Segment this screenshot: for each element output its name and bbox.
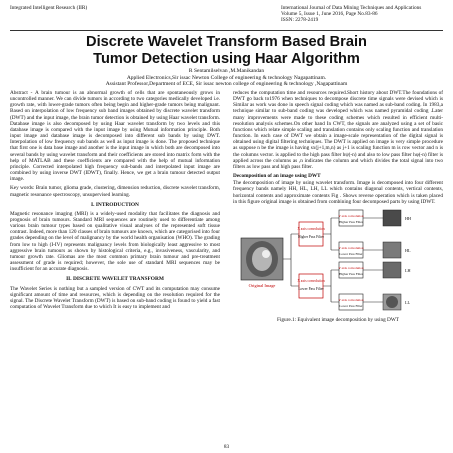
section-heading-dwt: II. DISCRETE WAVELET TRANSFORM <box>66 276 164 283</box>
subband-lh-label: LH <box>405 267 411 273</box>
dwt-paragraph: The Wavelet Series is nothing but a sampled version of CWT and its computation may consume significant amount of time and resources, which is depending on the resolution required for the signal. The Discrete Wavelet Transform (DWT) is based on sub-band coding is found to yield a fast computation of Wavelet Transform due to which It is easy to implement and <box>10 285 220 310</box>
left-column <box>10 90 220 313</box>
decomposition-paragraph: The decomposition of image by using wavelet transform. Image is decomposed into four different frequency bands namely HH, HL, LH, LL which contains diagonal contents, vertical contents, horizontal contents and approximate contents Fig . Shows reverse operation which is taken placed in this figure original image is obtained from combining four decomposed parts by using IDWT. <box>233 180 443 205</box>
y-axis-conv-label-4: Y axis convolution <box>338 297 364 302</box>
high-pass-label-3: Higher Pass Filter <box>339 271 363 276</box>
x-axis-conv-label-1: X axis convolution <box>297 226 325 231</box>
low-pass-label-3: Lower Pass Filter <box>339 303 363 308</box>
high-pass-label-2: Higher Pass Filter <box>339 219 363 224</box>
paper-title-line-1: Discrete Wavelet Transform Based Brain <box>86 34 367 50</box>
keywords: Key words: Brain tumor, glioma grade, clustering, dimension reduction, discrete wavelet transform, magnetic resonance spectroscopy, unsupervised learning. <box>10 185 220 198</box>
dwt-history-paragraph: reduces the computation time and resources required.Short history about DWT.The foundations of DWT go back to1976 when techniques to decompose discrete time signals were devised which is Similar as work was done in speech signal coding which was named as sub-band coding. In 1983,a technique similar to sub-band coding was developed which was named pyramidal coding .Later many improvements were made to these coding schemes which resulted in efficient multi-resolution analysis schemes.On other hand In CWT, the signals are analyzed using a set of basic functions which relate simple scaling and translation contains only scaling function and translation function. In each case of DWT we obtain a image-scale representation of the digital signal is obtained using digital filtering techniques. The DWT is applied on image is very simple procedure as suppose n be the image is having sx(j+1,m,n) as j+1 is scaling function m is row vector and n is the columns vector. is applied to the high pass filter hψ(-n) and also to low pass filter hφ(-n) filter is applied across the columns as ,n indicates the column and which divides the total signal into two filters as low pass and high pass filter. <box>233 90 443 170</box>
subband-ll-label: LL <box>405 299 411 305</box>
dwt-decomposition-figure <box>233 208 443 316</box>
page-number: 83 <box>223 444 230 450</box>
paper-title-line-2: Tumor Detection using Haar Algorithm <box>93 50 360 67</box>
author-affiliation-1: Applied Electronics,Sir issac Newton College of engineering & technology Nagapattinam. <box>126 74 327 81</box>
y-axis-filters <box>339 210 364 310</box>
subsection-heading-decomposition: Decomposition of an image using DWT <box>233 173 321 180</box>
abstract: Abstract - A brain tumour is an abnormal growth of cells that are spontaneously grows in uncontrolled manner. We can divide tumors in according to two categories medically developed i.e. growth rate, with lower-grade tumors often being begin and higher-grade tumors being malignant. Based on interpolation of low frequency sub band images obtained by discrete wavelet transform (DWT) and the input image, the brain tumor detection is obtained by using Haar wavelet transform. Database image is also decomposed by using Haar wavelet transform by two levels and this database image is compared with the input image by using Mutual information principle. Both input image and database image is decomposed into different sub bands by using DWT. Interpolation of low frequency sub bands as well as input image is done. The proposed technique that first one is data base image and another is the input image in which both are decomposed into several bands by using wavelet transform and their coefficients are stored into matrix form with the help of MATLAB and these coefficients are compared with the help of mutual information principle. Corrected interpolated high frequency sub-bands and interpolated input image are combined by using inverse DWT (IDWT), finally. Hence, we get a brain tumour detected output image. <box>10 90 220 183</box>
subband-outputs <box>383 210 411 310</box>
low-pass-label-1: Lower Pass Filter <box>298 286 324 291</box>
introduction-paragraph: Magnetic resonance imaging (MRI) is a widely-used modality that facilitates the diagnosis and prognosis of brain tumours. Standard MRI sequences are routinely used to differentiate among various brain tumour types based on qualitative visual analyses of the represented soft tissue contrast. Indeed, more than 120 classes of brain tumours are known, which are categorised into four grades depending on the level of malignancy by the world health organisation (WHO). The grading from low to high (I-IV) represents malignancy levels from biologically least aggressive to most aggressive brain tumours as shown by histological criteria, e.g., invasiveness, vascularity, and tumour growth rate. Gliomas are the most common primary brain tumour and pre-treatment assessment of grade is required; however, the sole use of standard MRI sequences may be insufficient for an accurate diagnosis. <box>10 210 220 273</box>
figure-caption: Figure.1: Equivalent image decomposition by using DWT <box>276 316 400 323</box>
right-column <box>233 90 443 323</box>
y-axis-conv-label-2: Y axis convolution <box>338 245 364 250</box>
section-heading-introduction: I. INTRODUCTION <box>91 201 139 208</box>
header-rule <box>10 30 443 31</box>
paper-title <box>10 34 443 67</box>
subband-hh-label: HH <box>405 215 412 221</box>
low-pass-label-2: Lower Pass Filter <box>339 251 363 256</box>
author-affiliation-2: Assistant Professor,Department of ECE, Sir issac newton college of engineering & technology ,Nagapattinam <box>105 81 348 88</box>
author-names: R Sentamilselvan ,M.Manikandan <box>188 68 265 74</box>
original-image-label: Original Image <box>248 282 276 288</box>
journal-issn: ISSN: 2278-2419 <box>281 17 319 24</box>
y-axis-conv-label-3: Y axis convolution <box>338 265 364 270</box>
x-axis-filter-low <box>297 274 325 298</box>
y-axis-conv-label-1: Y axis convolution <box>338 213 364 218</box>
dwt-diagram <box>233 208 443 316</box>
journal-name: International Journal of Data Mining Techniques and Applications <box>281 5 422 11</box>
journal-publisher: Integrated Intelligent Research (IIR) <box>10 5 88 11</box>
journal-volume: Volume 5, Issue 1, June 2016, Page No.83-86 <box>281 11 378 18</box>
author-block <box>10 68 443 88</box>
subband-hl-label: HL <box>405 247 411 253</box>
high-pass-label-1: Higher Pass Filter <box>298 234 324 239</box>
x-axis-conv-label-2: X axis convolution <box>297 278 325 283</box>
x-axis-filter-high <box>297 222 325 246</box>
journal-info <box>281 5 441 24</box>
original-image-block <box>241 238 283 288</box>
